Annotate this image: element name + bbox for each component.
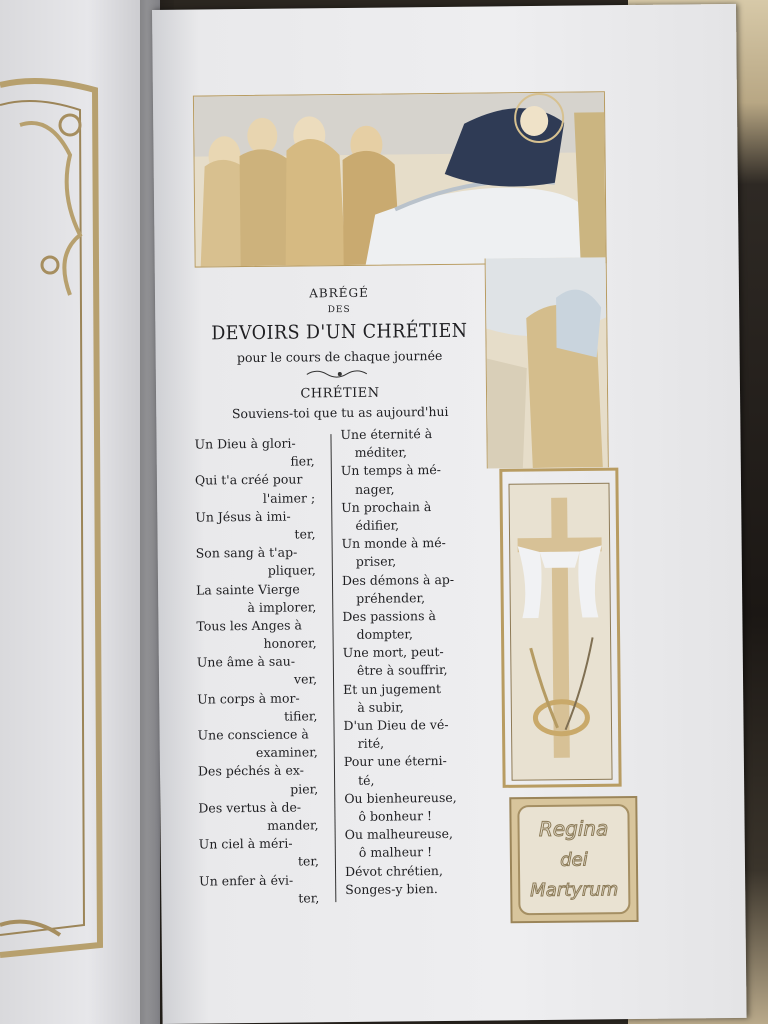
verse-line: nager, [354,481,395,497]
verse-line: Un Dieu à glori- [194,435,296,452]
verse-line: Une mort, peut- [342,644,444,661]
verse-line: Des péchés à ex- [197,762,304,779]
entombment-illustration [193,91,607,267]
header-abrege: ABRÉGÉ [309,285,369,301]
verse-line: pliquer, [267,562,316,579]
martyrum-text: Martyrum [530,879,619,902]
verse-line: honorer, [263,635,317,651]
regina-text: Regina [538,816,609,841]
verse-line: Songes-y bien. [345,880,438,897]
verse-line: Ou malheureuse, [344,826,454,843]
verse-line: ver, [293,671,318,687]
verse-line: Un Jésus à imi- [195,508,291,525]
verse-line: Un monde à mé- [341,535,446,552]
verse-line: Un enfer à évi- [199,872,294,889]
verse-line: ô bonheur ! [358,808,433,824]
right-page [152,4,747,1024]
verse-line: ô malheur ! [358,844,433,861]
verse-line: Un corps à mor- [197,690,300,707]
verse-line: dompter, [356,626,414,642]
verse-line: La sainte Vierge [195,580,300,598]
verse-line: ter, [297,853,320,869]
verse-line: l'aimer ; [262,489,316,506]
intro-line: Souviens-toi que tu as aujourd'hui [231,403,449,422]
left-column [194,434,327,908]
verse-line: Qui t'a créé pour [194,471,303,488]
verse-line: té, [357,772,375,788]
regina-martyrum-panel [508,795,639,924]
verse-line: Une éternité à [340,426,433,443]
verse-line: Un ciel à méri- [198,835,293,852]
verse-line: rité, [357,735,385,752]
verse-line: à implorer, [247,599,317,615]
page-subtitle: pour le cours de chaque journée [236,347,443,366]
left-page [0,0,160,1024]
verse-line: priser, [355,553,397,570]
verse-line: préhender, [356,589,426,606]
column-divider [330,434,336,902]
verse-line: Pour une éterni- [343,753,447,770]
verse-line: ter, [294,526,316,542]
left-page-ornamental-border [0,65,106,960]
dei-text: dei [560,849,588,871]
verse-line: ter, [298,889,320,906]
cross-panel [499,467,622,788]
verse-line: Des passions à [342,607,436,624]
verse-line: à subir, [357,699,404,715]
verse-line: Une âme à sau- [196,653,296,670]
right-column [340,425,475,899]
verse-line: mander, [267,817,319,833]
text-columns [190,426,495,915]
prayer-text-block [189,284,496,915]
verse-line: Des démons à ap- [341,571,455,588]
verse-line: Ou bienheureuse, [344,789,457,806]
verse-line: Et un jugement [343,680,442,697]
verse-line: Son sang à t'ap- [195,544,298,561]
verse-line: pier, [290,780,319,797]
verse-line: fier, [290,453,315,469]
verse-line: méditer, [354,444,407,461]
header-des: DES [327,304,351,316]
decorative-flourish [190,364,490,381]
verse-line: être à souffrir, [356,662,448,679]
verse-line: examiner, [255,744,318,761]
verse-line: Dévot chrétien, [344,862,443,879]
verse-line: tifier, [283,708,318,724]
page-title: DEVOIRS D'UN CHRÉTIEN [211,319,468,345]
section-heading: CHRÉTIEN [300,385,380,402]
verse-line: D'un Dieu de vé- [343,716,449,734]
verse-line: Un temps à mé- [340,462,442,479]
verse-line: Des vertus à de- [198,799,302,816]
verse-line: Tous les Anges à [196,617,302,634]
verse-line: Un prochain à [341,498,432,515]
verse-line: édifier, [355,517,400,533]
verse-line: Une conscience à [197,726,309,743]
illustration-continuation [485,257,609,468]
